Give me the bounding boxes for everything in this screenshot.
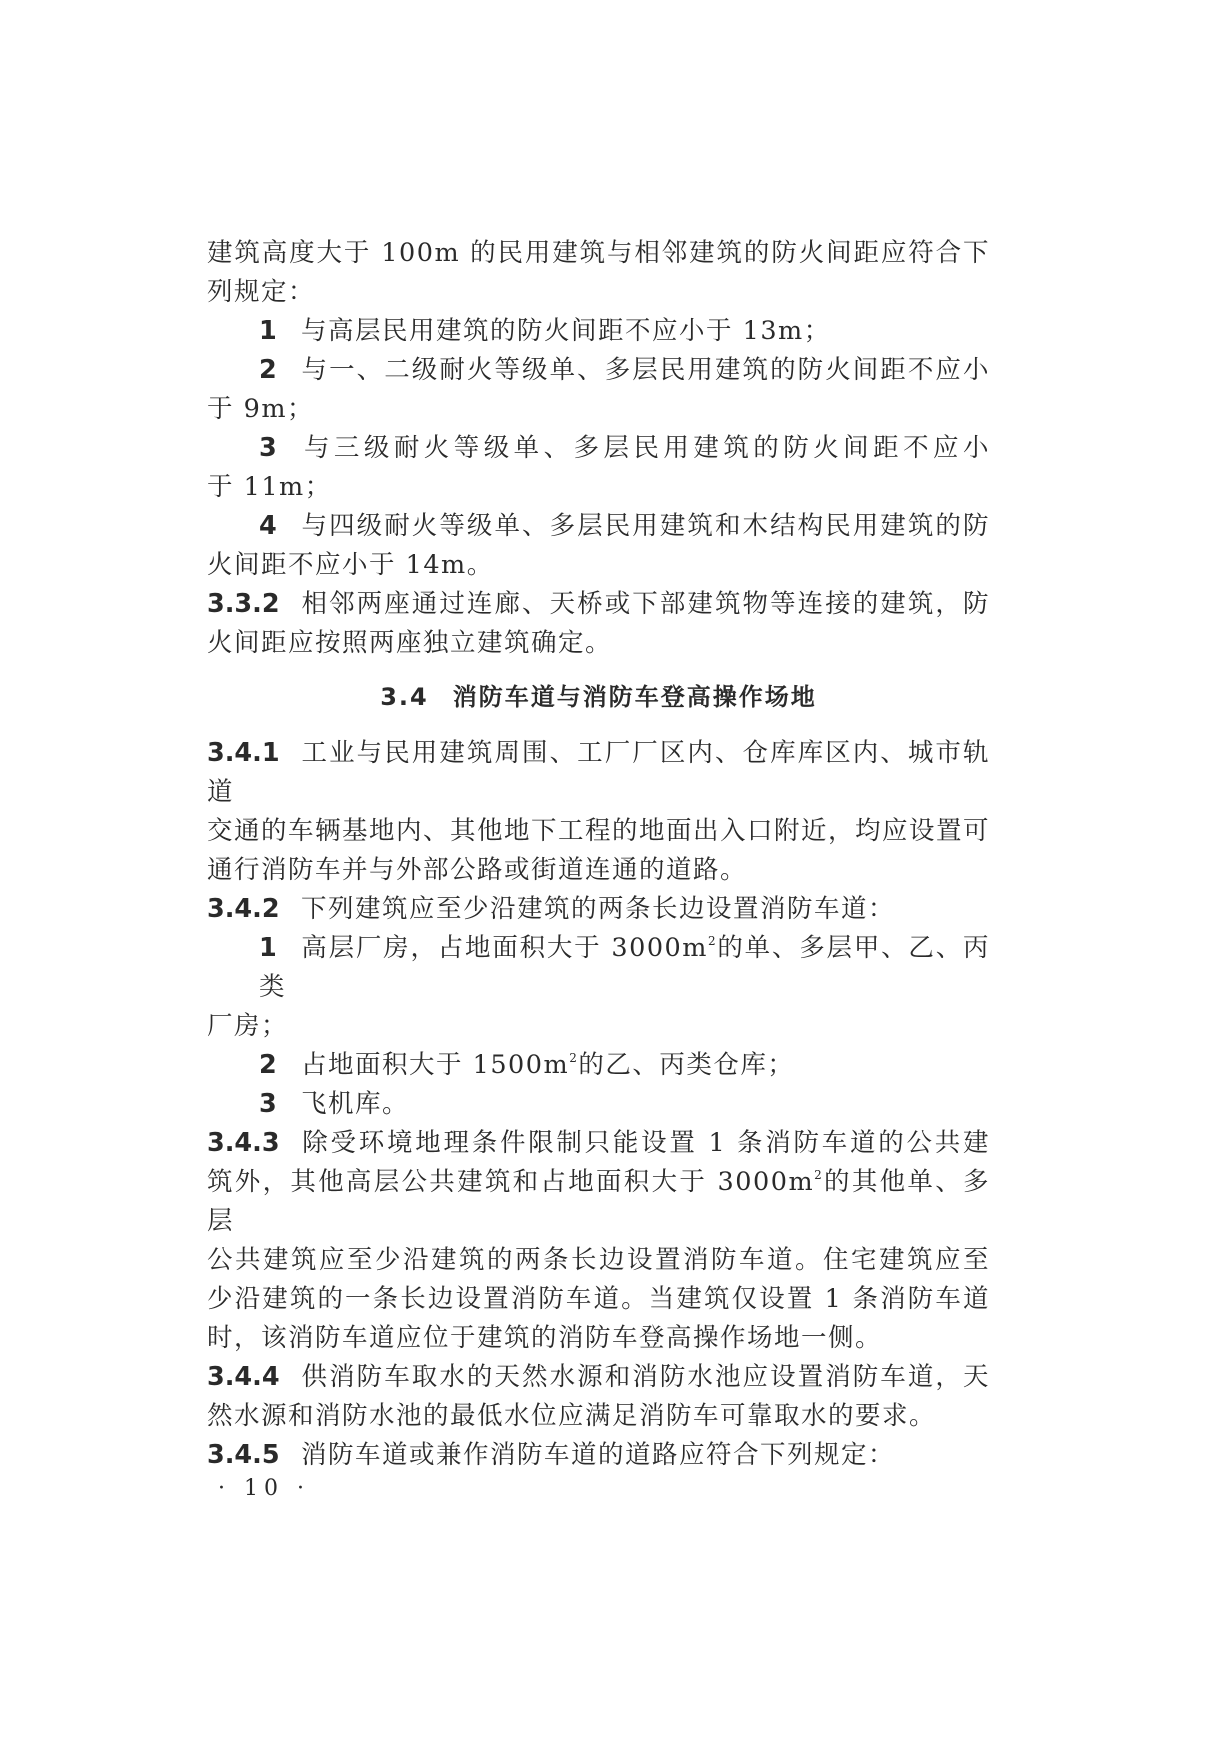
item-text: 与四级耐火等级单、多层民用建筑和木结构民用建筑的防 [301, 511, 990, 541]
text-line: 通行消防车并与外部公路或街道连通的道路。 [207, 855, 748, 885]
clause-3-4-4 [207, 1358, 990, 1436]
item-text: 的乙、丙类仓库； [578, 1050, 795, 1080]
list-item [207, 312, 990, 351]
clause-number: 3.4.3 [207, 1128, 280, 1158]
text-line: 火间距不应小于 14m。 [207, 550, 494, 580]
list-item [207, 1046, 990, 1085]
item-text: 飞机库。 [301, 1089, 410, 1119]
clause-text: 工业与民用建筑周围、工厂厂区内、仓库库区内、城市轨道 [207, 738, 990, 807]
text-line: 于 9m； [207, 394, 315, 424]
section-number: 3.4 [380, 683, 429, 711]
page-number: · 10 · [218, 1476, 310, 1501]
text-line: 少沿建筑的一条长边设置消防车道。当建筑仅设置 1 条消防车道 [207, 1284, 990, 1314]
clause-text: 供消防车取水的天然水源和消防水池应设置消防车道，天 [301, 1362, 990, 1392]
clause-text: 消防车道或兼作消防车道的道路应符合下列规定： [301, 1440, 896, 1470]
item-number: 4 [259, 511, 277, 541]
text-line: 然水源和消防水池的最低水位应满足消防车可靠取水的要求。 [207, 1401, 937, 1431]
item-text: 与一、二级耐火等级单、多层民用建筑的防火间距不应小 [301, 355, 990, 385]
clause-text: 下列建筑应至少沿建筑的两条长边设置消防车道： [301, 894, 896, 924]
clause-text: 除受环境地理条件限制只能设置 1 条消防车道的公共建 [301, 1128, 990, 1158]
list-item [207, 507, 990, 585]
text-line: 列规定： [207, 277, 316, 307]
clause-text: 筑外，其他高层公共建筑和占地面积大于 3000m [207, 1167, 815, 1197]
clause-number: 3.4.4 [207, 1362, 280, 1392]
text-line: 时，该消防车道应位于建筑的消防车登高操作场地一侧。 [207, 1323, 883, 1353]
clause-number: 3.4.1 [207, 738, 280, 768]
item-text: 与三级耐火等级单、多层民用建筑的防火间距不应小 [301, 433, 990, 463]
section-title: 消防车道与消防车登高操作场地 [452, 683, 817, 711]
item-number: 3 [259, 1089, 277, 1119]
clause-text: 相邻两座通过连廊、天桥或下部建筑物等连接的建筑，防 [301, 589, 990, 619]
item-number: 2 [259, 355, 277, 385]
clause-3-4-1 [207, 734, 990, 890]
item-text: 与高层民用建筑的防火间距不应小于 13m； [301, 316, 831, 346]
clause-number: 3.4.2 [207, 894, 280, 924]
clause-number: 3.3.2 [207, 589, 280, 619]
item-number: 2 [259, 1050, 277, 1080]
clause-3-3-2 [207, 585, 990, 663]
list-item [207, 929, 990, 1046]
text-line: 公共建筑应至少沿建筑的两条长边设置消防车道。住宅建筑应至 [207, 1245, 990, 1275]
clause-3-4-2 [207, 890, 990, 1124]
clause-number: 3.4.5 [207, 1440, 280, 1470]
text-line: 厂房； [207, 1011, 289, 1041]
superscript: 2 [814, 1168, 824, 1182]
list-item [207, 429, 990, 507]
superscript: 2 [707, 934, 718, 948]
intro-paragraph [207, 234, 990, 312]
item-number: 1 [259, 316, 277, 346]
section-heading [207, 678, 990, 717]
item-text: 高层厂房，占地面积大于 3000m [301, 933, 708, 963]
superscript: 2 [569, 1051, 579, 1065]
item-text: 占地面积大于 1500m [301, 1050, 570, 1080]
text-line: 火间距应按照两座独立建筑确定。 [207, 628, 613, 658]
clause-text: 的其他单、多层 [207, 1167, 990, 1236]
text-line: 建筑高度大于 100m 的民用建筑与相邻建筑的防火间距应符合下 [207, 238, 990, 268]
text-line: 于 11m； [207, 472, 332, 502]
text-line: 交通的车辆基地内、其他地下工程的地面出入口附近，均应设置可 [207, 816, 991, 846]
clause-3-4-3 [207, 1124, 990, 1358]
clause-3-4-5 [207, 1436, 990, 1475]
list-item [207, 351, 990, 429]
item-number: 1 [259, 933, 277, 963]
item-text: 的单、多层甲、乙、丙类 [259, 933, 990, 1002]
list-item [207, 1085, 990, 1124]
page-body [207, 234, 990, 1475]
item-number: 3 [259, 433, 277, 463]
